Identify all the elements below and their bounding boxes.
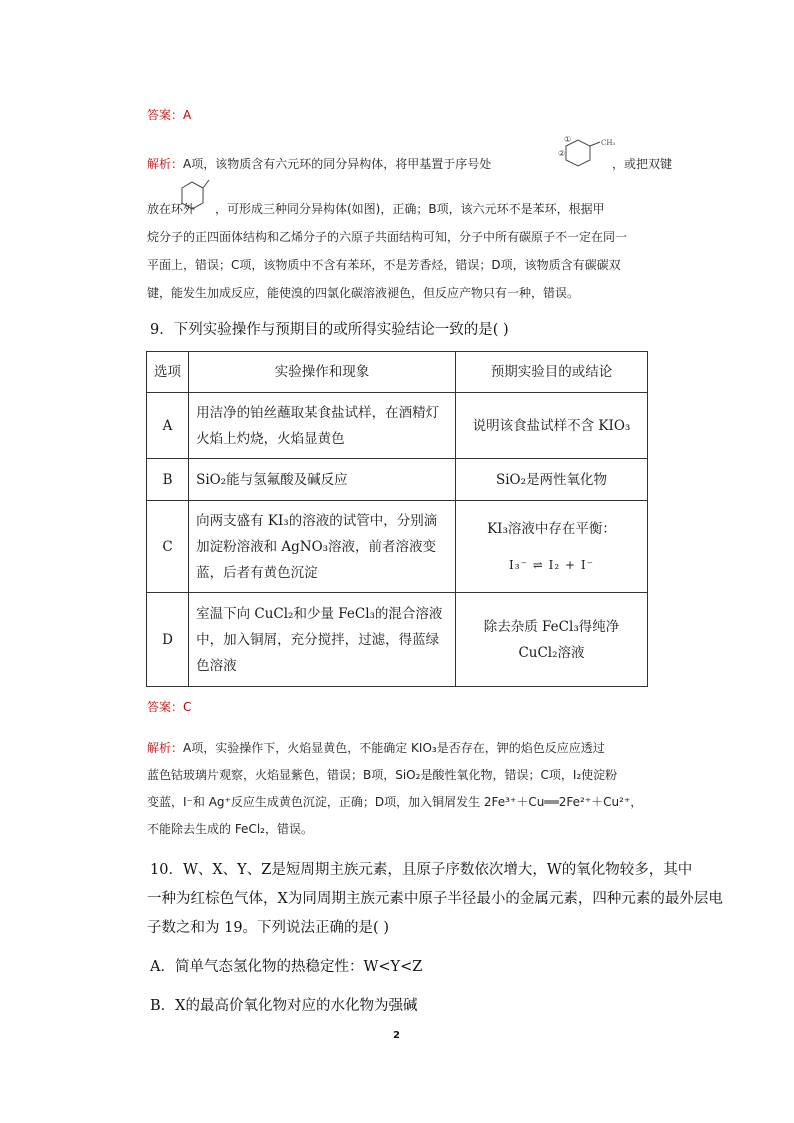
pos2-label: ②: [558, 149, 566, 158]
q9-stem: 9．下列实验操作与预期目的或所得实验结论一致的是( ): [150, 322, 509, 338]
row-conclusion: 除去杂质 FeCl₃得纯净 CuCl₂溶液: [456, 593, 648, 687]
row-operation: SiO₂能与氢氟酸及碱反应: [189, 459, 456, 501]
q10-option-a: A．简单气态氢化物的热稳定性：W<Y<Z: [150, 959, 423, 975]
q9-explanation-line3: 变蓝，I⁻和 Ag⁺反应生成黄色沉淀，正确；D项，加入铜屑发生 2Fe³⁺＋Cu══2Fe²⁺＋Cu²⁺，: [147, 795, 643, 809]
q8-explanation-line1: 解析：A项，该物质含有六元环的同分异构体，将甲基置于序号处: [147, 157, 492, 171]
row-operation: 用洁净的铂丝蘸取某食盐试样，在酒精灯火焰上灼烧，火焰显黄色: [189, 393, 456, 459]
row-conclusion: 说明该食盐试样不含 KIO₃: [456, 393, 648, 459]
q8-explanation-line1-tail: ，或把双键: [612, 157, 673, 171]
header-conclusion: 预期实验目的或结论: [456, 352, 648, 393]
q8-explanation-line2-head: 放在环外: [147, 202, 196, 216]
explanation-label: 解析：: [147, 157, 184, 171]
row-operation: 向两支盛有 KI₃的溶液的试管中，分别滴加淀粉溶液和 AgNO₃溶液，前者溶液变蓝，后者有黄色沉淀: [189, 501, 456, 593]
q10-stem-line3: 子数之和为 19。下列说法正确的是( ): [147, 920, 389, 936]
q10-stem-line1: 10．W、X、Y、Z是短周期主族元素，且原子序数依次增大，W的氧化物较多，其中: [150, 862, 693, 878]
q9-explanation-line1: 解析：A项，实验操作下，火焰显黄色，不能确定 KIO₃是否存在，钾的焰色反应应透过: [147, 741, 605, 755]
row-option: D: [147, 593, 189, 687]
row-conclusion: SiO₂是两性氧化物: [456, 459, 648, 501]
q8-explanation-line5: 键，能发生加成反应，能使溴的四氯化碳溶液褪色，但反应产物只有一种，错误。: [147, 286, 580, 300]
row-option: B: [147, 459, 189, 501]
header-option: 选项: [147, 352, 189, 393]
row-option: C: [147, 501, 189, 593]
row-conclusion: KI₃溶液中存在平衡：: [487, 520, 616, 537]
equilibrium-equation: I₃⁻ ⇌ I₂ + I⁻: [509, 557, 594, 572]
row-option: A: [147, 393, 189, 459]
q8-answer: 答案：A: [147, 108, 192, 122]
table-row: [147, 593, 648, 687]
table-row: [147, 459, 648, 501]
cyclohexene-position-structure: [552, 134, 616, 176]
q9-explanation-line2: 蓝色钴玻璃片观察，火焰显紫色，错误；B项，SiO₂是酸性氧化物，错误；C项，I₂使淀粉: [147, 768, 618, 782]
table-header-row: [147, 352, 648, 393]
explanation-label: 解析：: [147, 741, 184, 755]
table-row: [147, 393, 648, 459]
pos1-label: ①: [564, 135, 572, 144]
q10-option-b: B．X的最高价氧化物对应的水化物为强碱: [150, 998, 418, 1014]
q8-explanation-line3: 烷分子的正四面体结构和乙烯分子的六原子共面结构可知，分子中所有碳原子不一定在同一: [147, 230, 628, 244]
row-operation: 室温下向 CuCl₂和少量 FeCl₃的混合溶液中，加入铜屑，充分搅拌，过滤，得蓝绿色溶液: [189, 593, 456, 687]
header-operation: 实验操作和现象: [189, 352, 456, 393]
q8-explanation-line4: 平面上，错误；C项，该物质中不含有苯环，不是芳香烃，错误；D项，该物质含有碳碳双: [147, 258, 621, 272]
methyl-label: CH₃: [601, 139, 616, 147]
row-conclusion-cell: [456, 501, 648, 593]
q8-explanation-line2: ，可形成三种同分异构体(如图)，正确；B项，该六元环不是苯环，根据甲: [215, 202, 605, 216]
page-number: 2: [393, 1030, 400, 1041]
table-row: [147, 501, 648, 593]
q9-explanation-line4: 不能除去生成的 FeCl₂，错误。: [147, 822, 313, 836]
q10-stem-line2: 一种为红棕色气体，X为同周期主族元素中原子半径最小的金属元素，四种元素的最外层电: [147, 891, 723, 907]
q9-answer: 答案：C: [147, 700, 192, 714]
q9-table: [146, 351, 648, 687]
